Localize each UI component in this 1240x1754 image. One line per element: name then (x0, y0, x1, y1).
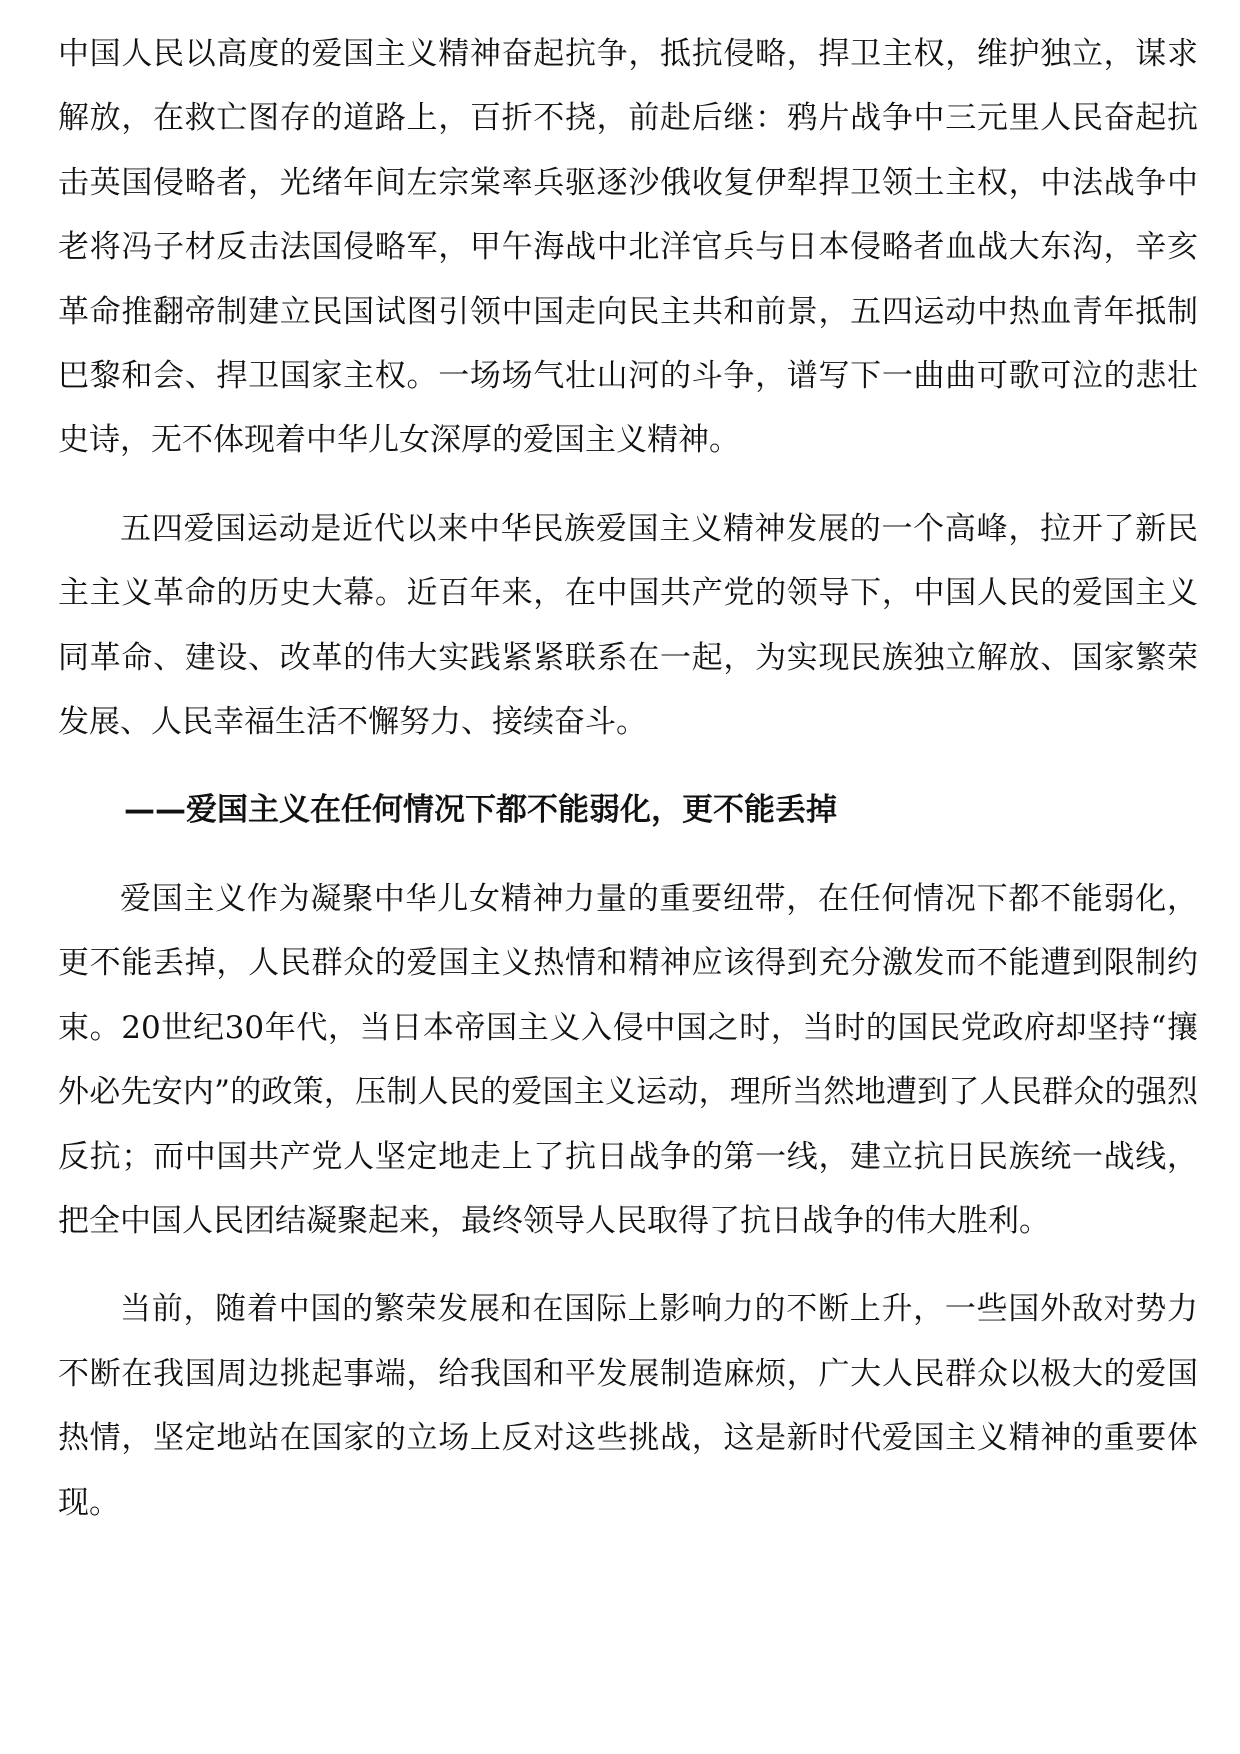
paragraph-2: 五四爱国运动是近代以来中华民族爱国主义精神发展的一个高峰，拉开了新民主主义革命的历史大幕。近百年来，在中国共产党的领导下，中国人民的爱国主义同革命、建设、改革的伟大实践紧紧联系在一起，为实现民族独立解放、国家繁荣发展、人民幸福生活不懈努力、接续奋斗。 (58, 510, 1198, 741)
paragraph-gap (58, 843, 1198, 867)
paragraph-3: 爱国主义作为凝聚中华儿女精神力量的重要纽带，在任何情况下都不能弱化，更不能丢掉，人民群众的爱国主义热情和精神应该得到充分激发而不能遭到限制约束。20世纪30年代，当日本帝国主义入侵中国之时，当时的国民党政府却坚持“攘外必先安内”的政策，压制人民的爱国主义运动，理所当然地遭到了人民群众的强烈反抗；而中国共产党人坚定地走上了抗日战争的第一线，建立抗日民族统一战线，把全中国人民团结凝聚起来，最终领导人民取得了抗日战争的伟大胜利。 (58, 880, 1198, 1239)
paragraph-gap (58, 754, 1198, 778)
paragraph-gap (58, 1253, 1198, 1277)
section-heading: ——爱国主义在任何情况下都不能弱化，更不能丢掉 (124, 792, 837, 829)
paragraph-1: 中国人民以高度的爱国主义精神奋起抗争，抵抗侵略，捍卫主权，维护独立，谋求解放，在救亡图存的道路上，百折不挠，前赴后继：鸦片战争中三元里人民奋起抗击英国侵略者，光绪年间左宗棠率兵驱逐沙俄收复伊犁捍卫领土主权，中法战争中老将冯子材反击法国侵略军，甲午海战中北洋官兵与日本侵略者血战大东沟，辛亥革命推翻帝制建立民国试图引领中国走向民主共和前景，五四运动中热血青年抵制巴黎和会、捍卫国家主权。一场场气壮山河的斗争，谱写下一曲曲可歌可泣的悲壮史诗，无不体现着中华儿女深厚的爱国主义精神。 (58, 36, 1198, 459)
document-page (58, 22, 1198, 1535)
paragraph-4: 当前，随着中国的繁荣发展和在国际上影响力的不断上升，一些国外敌对势力不断在我国周边挑起事端，给我国和平发展制造麻烦，广大人民群众以极大的爱国热情，坚定地站在国家的立场上反对这些挑战，这是新时代爱国主义精神的重要体现。 (58, 1291, 1198, 1521)
paragraph-gap (58, 473, 1198, 497)
